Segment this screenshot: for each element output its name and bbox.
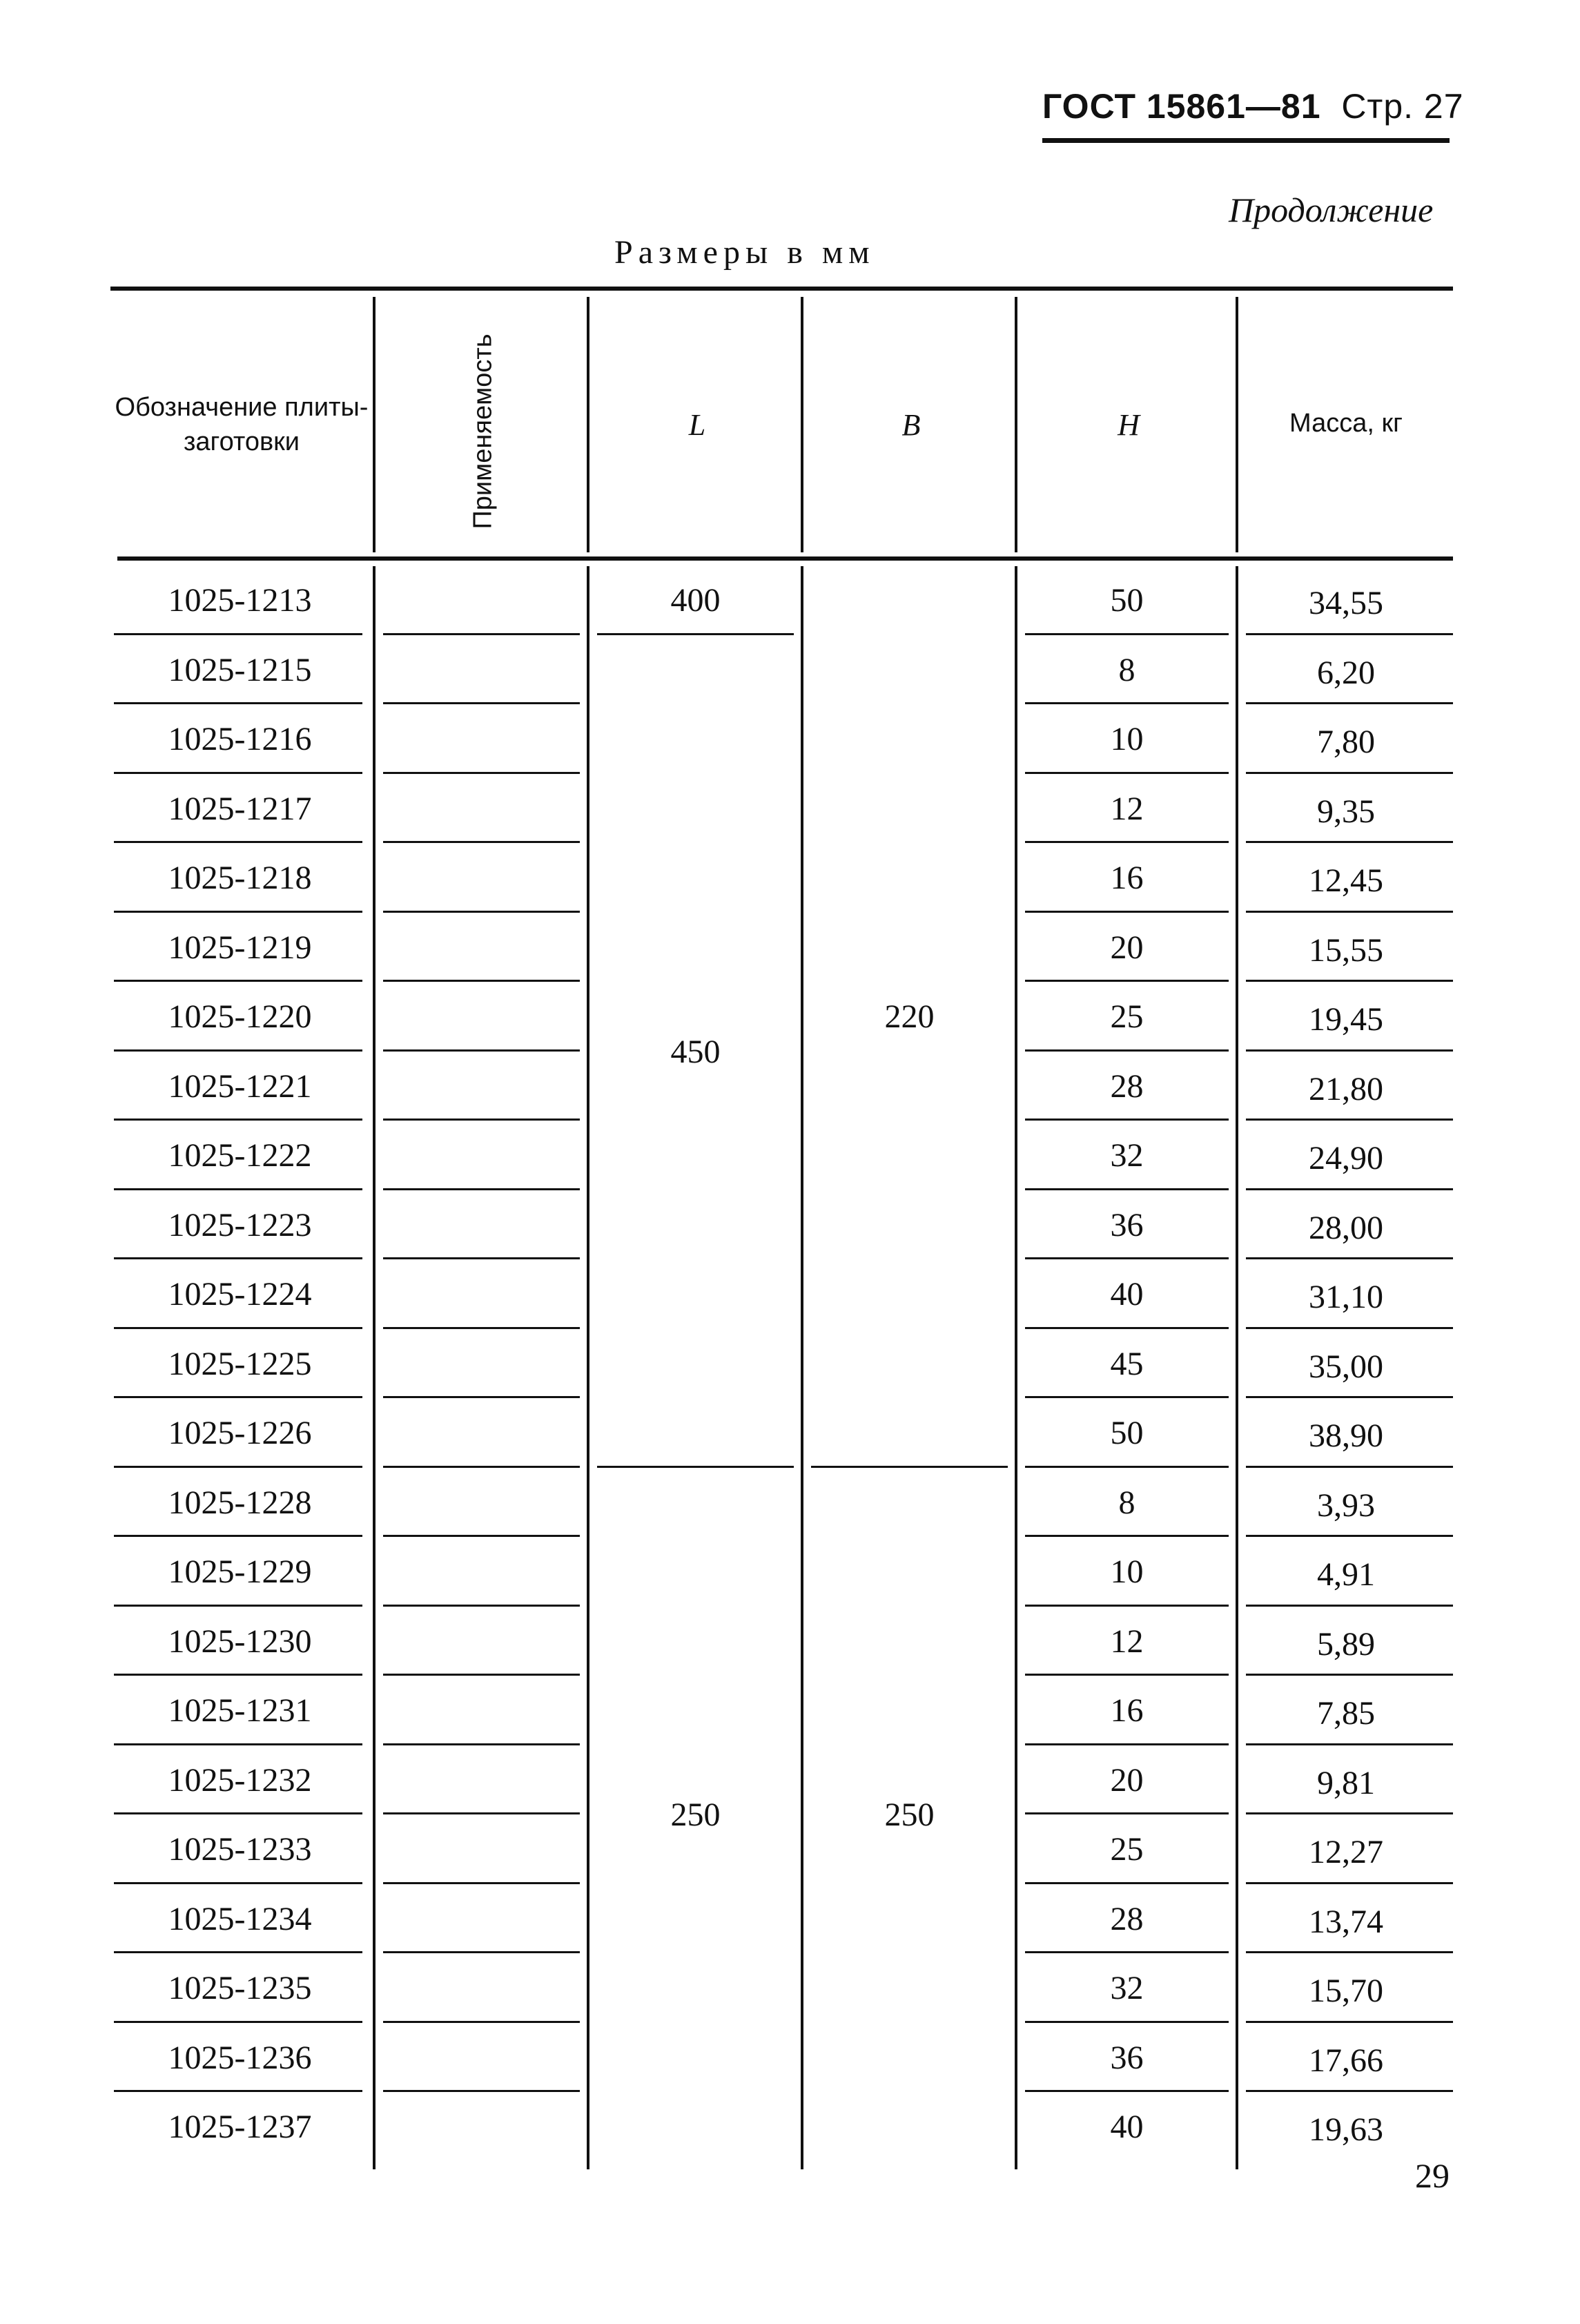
row-rule bbox=[383, 1951, 580, 1953]
H-cell: 32 bbox=[1110, 1137, 1144, 1174]
row-rule bbox=[383, 1535, 580, 1537]
row-rule bbox=[1246, 1882, 1453, 1884]
row-rule bbox=[114, 2090, 362, 2092]
row-rule bbox=[383, 2090, 580, 2092]
row-rule bbox=[114, 1049, 362, 1052]
row-rule bbox=[1025, 2021, 1229, 2023]
row-rule bbox=[114, 1188, 362, 1190]
row-rule bbox=[114, 1605, 362, 1607]
document-header bbox=[1042, 86, 1464, 126]
column-header-designation: Обозначение плиты-заготовки bbox=[115, 393, 369, 456]
row-rule bbox=[1025, 1743, 1229, 1745]
row-rule bbox=[383, 841, 580, 843]
column-divider bbox=[1015, 566, 1017, 2169]
row-rule bbox=[383, 980, 580, 982]
row-rule bbox=[1246, 702, 1453, 704]
column-header-applicability bbox=[380, 318, 587, 545]
row-rule bbox=[1246, 1257, 1453, 1259]
standard-number: ГОСТ 15861—81 bbox=[1042, 87, 1321, 126]
H-cell: 10 bbox=[1110, 721, 1144, 757]
row-rule bbox=[383, 1605, 580, 1607]
row-rule bbox=[1246, 980, 1453, 982]
row-rule bbox=[114, 1257, 362, 1259]
row-rule bbox=[1246, 1812, 1453, 1814]
designation-cell: 1025-1225 bbox=[168, 1345, 312, 1382]
row-rule bbox=[383, 1466, 580, 1468]
row-rule bbox=[1246, 772, 1453, 774]
row-rule bbox=[1025, 1188, 1229, 1190]
row-rule bbox=[1246, 1535, 1453, 1537]
row-rule bbox=[114, 841, 362, 843]
column-divider bbox=[373, 566, 376, 2169]
L-group-cell: 450 bbox=[670, 1033, 721, 1070]
row-rule bbox=[383, 2021, 580, 2023]
page-label: Стр. 27 bbox=[1341, 87, 1464, 126]
row-rule bbox=[1025, 980, 1229, 982]
row-rule bbox=[1025, 1535, 1229, 1537]
designation-cell: 1025-1228 bbox=[168, 1484, 312, 1521]
row-rule bbox=[383, 633, 580, 635]
H-cell: 16 bbox=[1110, 860, 1144, 896]
designation-cell: 1025-1229 bbox=[168, 1553, 312, 1590]
mass-cell: 5,89 bbox=[1317, 1625, 1375, 1663]
designation-cell: 1025-1232 bbox=[168, 1761, 312, 1799]
row-rule bbox=[114, 772, 362, 774]
mass-cell: 28,00 bbox=[1309, 1209, 1383, 1246]
row-rule bbox=[114, 1951, 362, 1953]
designation-cell: 1025-1234 bbox=[168, 1900, 312, 1937]
units-caption: Размеры в мм bbox=[614, 234, 875, 271]
mass-cell: 17,66 bbox=[1309, 2042, 1383, 2079]
H-cell: 20 bbox=[1110, 1761, 1144, 1799]
designation-cell: 1025-1226 bbox=[168, 1415, 312, 1451]
L-group-cell: 250 bbox=[670, 1797, 721, 1833]
row-rule bbox=[114, 2021, 362, 2023]
mass-cell: 19,63 bbox=[1309, 2111, 1383, 2148]
row-rule bbox=[1246, 1743, 1453, 1745]
row-rule bbox=[1246, 1396, 1453, 1398]
row-rule bbox=[114, 633, 362, 635]
mass-cell: 6,20 bbox=[1317, 654, 1375, 691]
row-rule bbox=[1025, 1466, 1229, 1468]
column-divider-header bbox=[1015, 297, 1017, 552]
H-cell: 12 bbox=[1110, 790, 1144, 827]
designation-cell: 1025-1220 bbox=[168, 998, 312, 1035]
row-rule bbox=[114, 1812, 362, 1814]
row-rule bbox=[1025, 1119, 1229, 1121]
H-cell: 40 bbox=[1110, 2109, 1144, 2145]
B-group-rule bbox=[811, 1466, 1008, 1468]
row-rule bbox=[1025, 911, 1229, 913]
mass-cell: 34,55 bbox=[1309, 585, 1383, 621]
row-rule bbox=[383, 1674, 580, 1676]
column-divider bbox=[1236, 566, 1238, 2169]
mass-cell: 35,00 bbox=[1309, 1348, 1383, 1385]
row-rule bbox=[1246, 633, 1453, 635]
H-cell: 10 bbox=[1110, 1553, 1144, 1590]
mass-cell: 12,27 bbox=[1309, 1834, 1383, 1870]
row-rule bbox=[114, 1674, 362, 1676]
mass-cell: 9,81 bbox=[1317, 1764, 1375, 1801]
designation-cell: 1025-1237 bbox=[168, 2109, 312, 2145]
designation-cell: 1025-1213 bbox=[168, 582, 312, 619]
row-rule bbox=[114, 702, 362, 704]
row-rule bbox=[1025, 1882, 1229, 1884]
L-group-rule bbox=[597, 633, 794, 635]
H-cell: 25 bbox=[1110, 998, 1144, 1035]
designation-cell: 1025-1218 bbox=[168, 860, 312, 896]
column-header-H: H bbox=[1118, 408, 1140, 442]
column-header-mass: Масса, кг bbox=[1289, 409, 1403, 438]
B-group-cell: 220 bbox=[884, 998, 935, 1036]
row-rule bbox=[1246, 1605, 1453, 1607]
row-rule bbox=[114, 1882, 362, 1884]
column-header-B: B bbox=[901, 408, 921, 442]
H-cell: 8 bbox=[1118, 651, 1135, 688]
H-cell: 36 bbox=[1110, 2039, 1144, 2076]
column-divider-header bbox=[587, 297, 589, 552]
mass-cell: 19,45 bbox=[1309, 1001, 1383, 1038]
row-rule bbox=[1025, 1812, 1229, 1814]
row-rule bbox=[114, 1327, 362, 1329]
column-header-L: L bbox=[688, 408, 706, 442]
row-rule bbox=[1246, 1188, 1453, 1190]
column-divider-header bbox=[1236, 297, 1238, 552]
row-rule bbox=[1246, 1049, 1453, 1052]
designation-cell: 1025-1233 bbox=[168, 1831, 312, 1868]
designation-cell: 1025-1224 bbox=[168, 1276, 312, 1313]
row-rule bbox=[1246, 1674, 1453, 1676]
designation-cell: 1025-1235 bbox=[168, 1970, 312, 2006]
designation-cell: 1025-1217 bbox=[168, 790, 312, 827]
row-rule bbox=[1246, 2021, 1453, 2023]
row-rule bbox=[114, 1466, 362, 1468]
row-rule bbox=[1025, 1605, 1229, 1607]
row-rule bbox=[1025, 702, 1229, 704]
row-rule bbox=[1246, 1951, 1453, 1953]
mass-cell: 9,35 bbox=[1317, 793, 1375, 830]
row-rule bbox=[1246, 2090, 1453, 2092]
H-cell: 40 bbox=[1110, 1276, 1144, 1313]
header-bottom-rule bbox=[117, 556, 1453, 561]
row-rule bbox=[383, 1882, 580, 1884]
header-rule bbox=[1042, 138, 1450, 143]
row-rule bbox=[383, 1257, 580, 1259]
row-rule bbox=[1246, 911, 1453, 913]
row-rule bbox=[383, 772, 580, 774]
H-cell: 36 bbox=[1110, 1206, 1144, 1243]
mass-cell: 12,45 bbox=[1309, 862, 1383, 899]
B-group-cell: 250 bbox=[884, 1797, 935, 1833]
mass-cell: 31,10 bbox=[1309, 1279, 1383, 1315]
row-rule bbox=[1246, 1466, 1453, 1468]
row-rule bbox=[1025, 1257, 1229, 1259]
designation-cell: 1025-1215 bbox=[168, 651, 312, 688]
H-cell: 28 bbox=[1110, 1067, 1144, 1105]
row-rule bbox=[1025, 1674, 1229, 1676]
table-top-rule bbox=[110, 287, 1453, 291]
row-rule bbox=[114, 1396, 362, 1398]
mass-cell: 15,70 bbox=[1309, 1973, 1383, 2009]
row-rule bbox=[383, 1743, 580, 1745]
row-rule bbox=[114, 1743, 362, 1745]
row-rule bbox=[383, 1049, 580, 1052]
row-rule bbox=[1025, 633, 1229, 635]
H-cell: 25 bbox=[1110, 1831, 1144, 1868]
row-rule bbox=[383, 1812, 580, 1814]
row-rule bbox=[1246, 1119, 1453, 1121]
H-cell: 32 bbox=[1110, 1970, 1144, 2006]
column-header-applicability-text: Применяемость bbox=[468, 333, 498, 530]
continuation-label: Продолжение bbox=[1229, 191, 1434, 229]
H-cell: 28 bbox=[1110, 1900, 1144, 1937]
mass-cell: 4,91 bbox=[1317, 1556, 1375, 1593]
designation-cell: 1025-1231 bbox=[168, 1692, 312, 1729]
row-rule bbox=[114, 1119, 362, 1121]
row-rule bbox=[383, 702, 580, 704]
H-cell: 50 bbox=[1110, 582, 1144, 619]
H-cell: 45 bbox=[1110, 1345, 1144, 1382]
mass-cell: 7,85 bbox=[1317, 1695, 1375, 1732]
row-rule bbox=[383, 1396, 580, 1398]
row-rule bbox=[1025, 1327, 1229, 1329]
mass-cell: 21,80 bbox=[1309, 1070, 1383, 1107]
H-cell: 50 bbox=[1110, 1415, 1144, 1451]
row-rule bbox=[383, 1119, 580, 1121]
designation-cell: 1025-1216 bbox=[168, 721, 312, 757]
designation-cell: 1025-1219 bbox=[168, 929, 312, 966]
designation-cell: 1025-1222 bbox=[168, 1137, 312, 1174]
designation-cell: 1025-1236 bbox=[168, 2039, 312, 2076]
row-rule bbox=[1025, 1049, 1229, 1052]
H-cell: 8 bbox=[1118, 1484, 1135, 1521]
mass-cell: 24,90 bbox=[1309, 1140, 1383, 1176]
L-group-rule bbox=[597, 1466, 794, 1468]
column-divider bbox=[801, 566, 803, 2169]
row-rule bbox=[1025, 2090, 1229, 2092]
H-cell: 16 bbox=[1110, 1692, 1144, 1729]
row-rule bbox=[114, 980, 362, 982]
row-rule bbox=[1025, 772, 1229, 774]
column-divider-header bbox=[801, 297, 803, 552]
mass-cell: 3,93 bbox=[1317, 1487, 1375, 1524]
page-number: 29 bbox=[1415, 2156, 1450, 2195]
column-divider-header bbox=[373, 297, 376, 552]
row-rule bbox=[1025, 841, 1229, 843]
designation-cell: 1025-1223 bbox=[168, 1206, 312, 1243]
row-rule bbox=[114, 911, 362, 913]
row-rule bbox=[114, 1535, 362, 1537]
mass-cell: 15,55 bbox=[1309, 931, 1383, 969]
row-rule bbox=[1246, 841, 1453, 843]
H-cell: 12 bbox=[1110, 1623, 1144, 1660]
designation-cell: 1025-1221 bbox=[168, 1067, 312, 1105]
row-rule bbox=[383, 911, 580, 913]
row-rule bbox=[1025, 1396, 1229, 1398]
row-rule bbox=[1246, 1327, 1453, 1329]
row-rule bbox=[1025, 1951, 1229, 1953]
row-rule bbox=[383, 1188, 580, 1190]
row-rule bbox=[383, 1327, 580, 1329]
mass-cell: 38,90 bbox=[1309, 1417, 1383, 1454]
H-cell: 20 bbox=[1110, 929, 1144, 966]
mass-cell: 13,74 bbox=[1309, 1903, 1383, 1940]
column-divider bbox=[587, 566, 589, 2169]
L-group-cell: 400 bbox=[670, 582, 721, 619]
mass-cell: 7,80 bbox=[1317, 724, 1375, 760]
designation-cell: 1025-1230 bbox=[168, 1623, 312, 1660]
